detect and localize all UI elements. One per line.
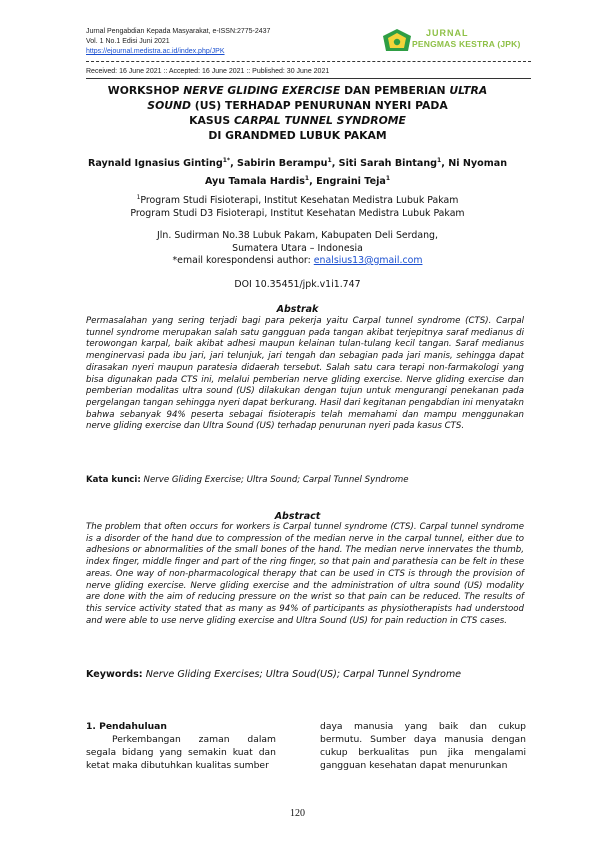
logo-text-bottom: PENGMAS KESTRA (JPK) bbox=[412, 39, 521, 49]
body-paragraph: Perkembangan zaman dalam segala bidang yang semakin kuat dan ketat maka dibutuhkan kualitas sumber bbox=[86, 734, 276, 771]
header-divider bbox=[86, 61, 531, 62]
abstrak-heading: Abstrak bbox=[276, 304, 319, 315]
body-column-right bbox=[320, 720, 526, 772]
journal-url-link[interactable]: https://ejournal.medistra.ac.id/index.php/JPK bbox=[86, 48, 225, 55]
received-dates: Received: 16 June 2021 :: Accepted: 16 June 2021 :: Published: 30 June 2021 bbox=[86, 68, 330, 75]
body-paragraph-continued: daya manusia yang baik dan cukup bermutu. Sumber daya manusia dengan cukup berkualitas pun jika mengalami gangguan kesehatan dapat menurunkan bbox=[320, 721, 526, 771]
abstract-heading: Abstract bbox=[274, 511, 321, 522]
email-link[interactable]: enalsius13@gmail.com bbox=[313, 255, 423, 266]
keywords: Keywords: Nerve Gliding Exercises; Ultra Soud(US); Carpal Tunnel Syndrome bbox=[86, 669, 462, 680]
journal-emblem-icon bbox=[382, 28, 412, 54]
abstract-text: The problem that often occurs for workers is Carpal tunnel syndrome (CTS). Carpal tunnel syndrome is a disorder of the hand due to compression of the median nerve in the carpal tunnel, either due to adhesions or abnormalities of the small bones of the hand. The median nerve innervates the thumb, index finger, middle finger and part of the ring finger, so that pain and parathesia can be felt in these areas. One way of non-pharmacological therapy that can be used in CTS is through the provision of nerve gliding exercise. Nerve gliding exercise and the administration of ultra sound (US) modality are done with the aim of reducing pressure on the wrist so that pain can be reduced. The results of this service activity stated that as many as 94% of participants as physiotherapists had understood and were able to use nerve gliding exercise and Ultra Sound (US) for pain reduction in CTS cases. bbox=[86, 522, 524, 626]
journal-issn-line: Jurnal Pengabdian Kepada Masyarakat, e-ISSN:2775-2437 bbox=[86, 28, 271, 35]
journal-logo bbox=[382, 28, 530, 54]
logo-text-top: JURNAL bbox=[426, 28, 469, 38]
paper-title: WORKSHOP NERVE GLIDING EXERCISE DAN PEMBERIAN ULTRA SOUND (US) TERHADAP PENURUNAN NYERI PADA KASUS CARPAL TUNNEL SYNDROME DI GRANDMED LUBUK PAKAM bbox=[107, 84, 488, 142]
kata-kunci: Kata kunci: Nerve Gliding Exercise; Ultra Sound; Carpal Tunnel Syndrome bbox=[86, 475, 409, 485]
header-divider-bottom bbox=[86, 78, 531, 79]
section-heading: 1. Pendahuluan bbox=[86, 721, 167, 732]
affiliations: $^1$Program Studi Fisioterapi, Institut Kesehatan Medistra Lubuk Pakam Program Studi D3 Fisioterapi, Institut Kesehatan Medistra Lubuk Pakam bbox=[130, 194, 465, 219]
correspondence-address: Jln. Sudirman No.38 Lubuk Pakam, Kabupaten Deli Serdang, Sumatera Utara – Indonesia *email korespondensi author: enalsius13@gmail.com bbox=[157, 230, 438, 266]
page-number: 120 bbox=[290, 808, 305, 819]
abstrak-text: Permasalahan yang sering terjadi bagi para pekerja yaitu Carpal tunnel syndrome (CTS). Carpal tunnel syndrome merupakan salah satu gangguan pada tangan akibat terjepitnya saraf medianus di terowongan karpal, baik akibat adhesi maupun kelainan tulan-tulang kecil tangan. Saraf medianus menginervasi pada ibu jari, jari telunjuk, jari tengah dan sebagian pada jari manis, sehingga dapat dirasakan nyeri maupun paratesia didaerah tersebut. Salah satu cara terapi non-farmakologi yang bisa digunakan pada CTS ini, melalui pemberian nerve gliding exercise. Nerve gliding exercise dan pemberian modalitas ultra sound (US) dilakukan dengan tujun untuk mengurangi penekanan pada pergelangan tangan sehingga nyeri dapat berkurang. Hasil dari kegitanan pengabdian ini menyatakn bahwa sebanyak 94% peserta sebagai fisioterapis telah memahami dan mampu menggunakan nerve gliding exercise dan Ultra Sound (US) terhadap penurunan nyeri pada kasus CTS. bbox=[86, 316, 524, 432]
journal-volume-line: Vol. 1 No.1 Edisi Juni 2021 bbox=[86, 38, 170, 45]
author-list: Raynald Ignasius Ginting$^{1*}$, Sabirin Berampu$^1$, Siti Sarah Bintang$^1$, Ni Nyoman Ayu Tamala Hardis$^1$, Engraini Teja$^1$ bbox=[87, 157, 508, 188]
doi: DOI 10.35451/jpk.v1i1.747 bbox=[234, 279, 361, 290]
body-column-left bbox=[86, 720, 276, 772]
